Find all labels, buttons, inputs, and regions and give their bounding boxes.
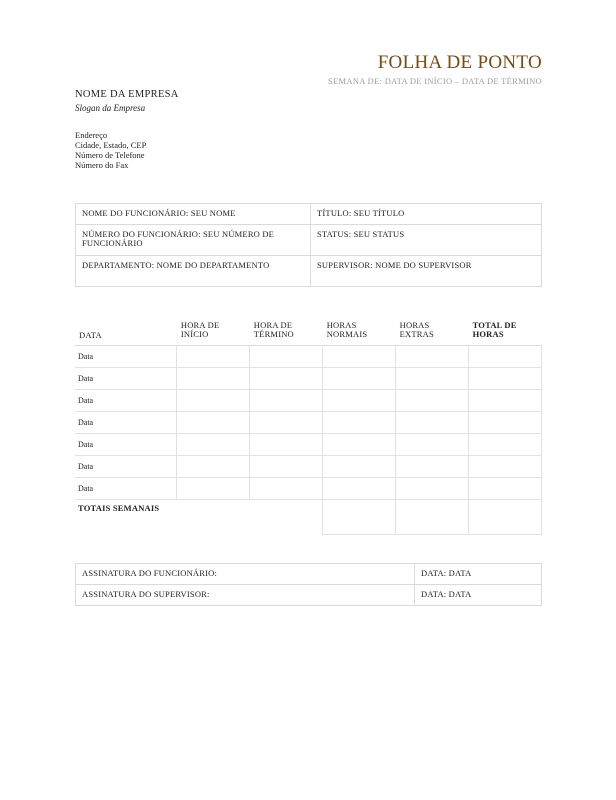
company-slogan: Slogan da Empresa bbox=[75, 103, 146, 113]
start-time-cell bbox=[177, 368, 250, 390]
end-time-cell bbox=[250, 346, 323, 368]
empty-cell bbox=[177, 500, 250, 535]
hours-header-row bbox=[75, 318, 542, 346]
total-hours-cell bbox=[469, 412, 542, 434]
signature-table bbox=[75, 563, 542, 606]
overtime-cell bbox=[396, 456, 469, 478]
date-cell: Data bbox=[75, 478, 177, 500]
regular-hours-cell bbox=[323, 456, 396, 478]
regular-hours-cell bbox=[323, 368, 396, 390]
start-time-cell bbox=[177, 346, 250, 368]
total-hours-cell bbox=[469, 456, 542, 478]
table-row bbox=[75, 478, 542, 500]
total-hours-cell bbox=[469, 434, 542, 456]
regular-hours-cell bbox=[323, 346, 396, 368]
overtime-cell bbox=[396, 390, 469, 412]
date-cell: Data bbox=[75, 412, 177, 434]
start-time-cell bbox=[177, 412, 250, 434]
date-cell: Data bbox=[75, 456, 177, 478]
header-date: DATA bbox=[75, 318, 177, 346]
date-cell: Data bbox=[75, 434, 177, 456]
end-time-cell bbox=[250, 412, 323, 434]
overtime-cell bbox=[396, 368, 469, 390]
end-time-cell bbox=[250, 390, 323, 412]
hours-table bbox=[75, 318, 542, 535]
document-title: FOLHA DE PONTO bbox=[377, 52, 542, 73]
date-cell: Data bbox=[75, 368, 177, 390]
table-row bbox=[75, 456, 542, 478]
table-row bbox=[75, 390, 542, 412]
total-regular-hours-cell bbox=[323, 500, 396, 535]
supervisor-cell: SUPERVISOR: NOME DO SUPERVISOR bbox=[311, 256, 542, 287]
total-hours-cell bbox=[469, 368, 542, 390]
regular-hours-cell bbox=[323, 434, 396, 456]
date-cell: Data bbox=[75, 346, 177, 368]
weekly-totals-row bbox=[75, 500, 542, 535]
header-regular-hours: HORAS NORMAIS bbox=[323, 318, 396, 346]
total-hours-cell bbox=[469, 346, 542, 368]
header-overtime-hours: HORAS EXTRAS bbox=[396, 318, 469, 346]
status-cell: STATUS: SEU STATUS bbox=[311, 225, 542, 256]
overtime-cell bbox=[396, 346, 469, 368]
company-address bbox=[75, 130, 146, 170]
regular-hours-cell bbox=[323, 412, 396, 434]
grand-total-cell bbox=[469, 500, 542, 535]
end-time-cell bbox=[250, 368, 323, 390]
supervisor-signature-cell: ASSINATURA DO SUPERVISOR: bbox=[76, 585, 415, 606]
employee-number-cell: NÚMERO DO FUNCIONÁRIO: SEU NÚMERO DE FUNCIONÁRIO bbox=[76, 225, 311, 256]
department-cell: DEPARTAMENTO: NOME DO DEPARTAMENTO bbox=[76, 256, 311, 287]
end-time-cell bbox=[250, 456, 323, 478]
table-row bbox=[75, 412, 542, 434]
regular-hours-cell bbox=[323, 390, 396, 412]
end-time-cell bbox=[250, 434, 323, 456]
employee-signature-date-cell: DATA: DATA bbox=[415, 564, 542, 585]
company-name: NOME DA EMPRESA bbox=[75, 89, 179, 100]
overtime-cell bbox=[396, 412, 469, 434]
total-overtime-cell bbox=[396, 500, 469, 535]
total-hours-cell bbox=[469, 390, 542, 412]
start-time-cell bbox=[177, 456, 250, 478]
start-time-cell bbox=[177, 434, 250, 456]
table-row bbox=[75, 434, 542, 456]
date-cell: Data bbox=[75, 390, 177, 412]
fax-number: Número do Fax bbox=[75, 160, 129, 170]
header-end-time: HORA DE TÉRMINO bbox=[250, 318, 323, 346]
total-hours-cell bbox=[469, 478, 542, 500]
employee-name-cell: NOME DO FUNCIONÁRIO: SEU NOME bbox=[76, 204, 311, 225]
header-start-time: HORA DE INÍCIO bbox=[177, 318, 250, 346]
city-state-zip: Cidade, Estado, CEP bbox=[75, 140, 147, 150]
supervisor-signature-date-cell: DATA: DATA bbox=[415, 585, 542, 606]
end-time-cell bbox=[250, 478, 323, 500]
employee-signature-cell: ASSINATURA DO FUNCIONÁRIO: bbox=[76, 564, 415, 585]
phone-number: Número de Telefone bbox=[75, 150, 145, 160]
employee-info-table bbox=[75, 203, 542, 287]
overtime-cell bbox=[396, 478, 469, 500]
weekly-totals-label: TOTAIS SEMANAIS bbox=[78, 503, 160, 513]
header-total-hours: TOTAL DE HORAS bbox=[469, 318, 542, 346]
table-row bbox=[75, 368, 542, 390]
start-time-cell bbox=[177, 478, 250, 500]
table-row bbox=[75, 346, 542, 368]
overtime-cell bbox=[396, 434, 469, 456]
regular-hours-cell bbox=[323, 478, 396, 500]
week-range: SEMANA DE: DATA DE INÍCIO – DATA DE TÉRMINO bbox=[328, 76, 542, 86]
company-block bbox=[75, 89, 179, 113]
address-line: Endereço bbox=[75, 130, 108, 140]
empty-cell bbox=[250, 500, 323, 535]
start-time-cell bbox=[177, 390, 250, 412]
job-title-cell: TÍTULO: SEU TÍTULO bbox=[311, 204, 542, 225]
